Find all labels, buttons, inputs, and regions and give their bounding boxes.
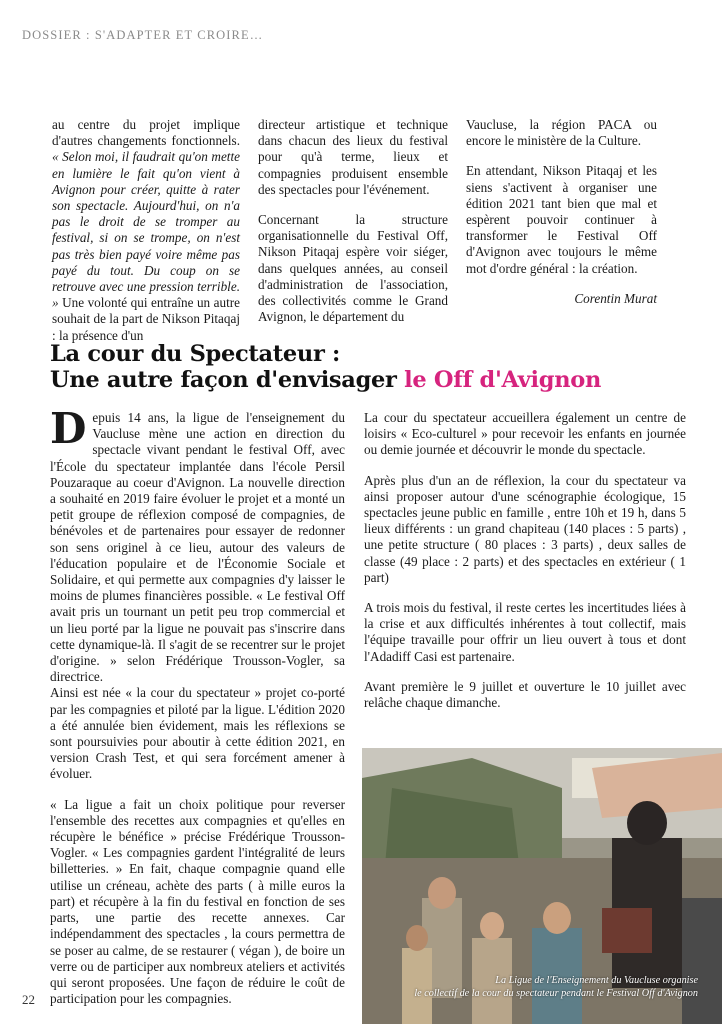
col3-paragraph-2: En attendant, Nikson Pitaqaj et les siens s'activent à organiser une édition 2021 tant bien que mal et espèrent pouvoir continuer à transformer le Festival Off d'Avignon avec toujours le même mot d'ordre général : la création.	[466, 163, 657, 276]
festival-photo	[362, 748, 722, 1024]
article-left-column	[50, 404, 345, 1021]
headline-line-2-pink: le Off d'Avignon	[404, 367, 602, 393]
running-head: DOSSIER : S'ADAPTER ET CROIRE…	[22, 28, 264, 42]
author-signature: Corentin Murat	[574, 290, 657, 306]
col1-text-a: au centre du projet implique d'autres changements fonctionnels.	[52, 117, 240, 149]
headline-line-1: La cour du Spectateur :	[50, 341, 341, 367]
col2-paragraph-1: directeur artistique et technique dans chacun des lieux du festival pour qu'à terme, lieux et compagnies produisent ensemble des spectacles pour l'événement.	[258, 117, 448, 197]
left-paragraph-1b-text: Ainsi est née « la cour du spectateur » projet co-porté par les compagnies et piloté par la ligue. L'édition 2020 a été annulée bien évidement, mais les réflexions se sont poursuivies pour aboutir à cette édition 2021, en version Crash Test, et qui sera forcément amener à évoluer.	[50, 685, 345, 782]
col3-paragraph-1: Vaucluse, la région PACA ou encore le ministère de la Culture.	[466, 117, 657, 149]
right-paragraph-1: La cour du spectateur accueillera également un centre de loisirs « Eco-culturel » pour recevoir les enfants en journée ou demie journée et découvrir le monde du spectacle.	[364, 410, 686, 458]
col1-text-b: Une volonté qui entraîne un autre souhait de la part de Nikson Pitaqaj : la présence d'un	[52, 295, 240, 343]
column-3	[466, 117, 657, 307]
drop-cap: D	[50, 404, 87, 453]
photo-caption-line-2: le collectif de la cour du spectateur pendant le Festival Off d'Avignon	[414, 987, 698, 999]
column-1-paragraph	[52, 117, 240, 344]
headline-line-2	[50, 367, 690, 393]
right-paragraph-3: A trois mois du festival, il reste certes les incertitudes liées à la crise et aux difficultés inhérentes à tout collectif, mais l'équipe travaille pour offrir un lieu ouvert à tous et dont l'Adadiff Casi est partenaire.	[364, 600, 686, 664]
headline-line-2-black: Une autre façon d'envisager	[50, 367, 405, 393]
article-end-columns	[52, 117, 657, 343]
column-2	[258, 117, 448, 339]
left-paragraph-1	[50, 404, 345, 783]
column-1	[52, 117, 240, 358]
page-number: 22	[22, 992, 35, 1007]
article-headline	[50, 341, 690, 393]
right-paragraph-2: Après plus d'un an de réflexion, la cour du spectateur va ainsi proposer autour d'une scénographie écologique, 15 spectacles jeune public en famille , entre 10h et 19 h, dans 5 lieux différents : un grand chapiteau (140 places : 5 parts) , une petite structure ( 80 places : 3 parts) , deux salles de classe (49 place : 2 parts) et des spectacles en extérieur ( 1 part)	[364, 472, 686, 585]
article-right-column	[364, 410, 686, 725]
col1-quote: « Selon moi, il faudrait qu'on mette en lumière le fait qu'on vient à Avignon pour créer, quitte à rater son spectacle. Aujourd'hui, on n'a pas le droit de se tromper au festival, si on se trompe, on n'est pas très bien payé voire même pas payé du tout. Du coup on se retrouve avec une pression terrible. »	[52, 149, 240, 311]
photo-caption	[398, 975, 698, 1000]
left-paragraph-2: « La ligue a fait un choix politique pour reverser l'ensemble des recettes aux compagnies et qu'elles en récupère le bénéfice » précise Frédérique Trousson-Vogler. « Les compagnies gardent l'intégralité de leurs billetteries. » En fait, chaque compagnie quand elle utilise un créneau, achète des parts ( à mille euros la part) et récupère à la fin du festival en fonction de ses parts, une partie des recette annexes. Car indépendamment des spectacles , la cours permettra de se poser au calme, de se restaurer ( végan ), de boire un verre ou de participer aux nombreux ateliers et activités qui seront proposées. Une façon de réduire le coût de participation pour les compagnies.	[50, 796, 345, 1007]
right-paragraph-4: Avant première le 9 juillet et ouverture le 10 juillet avec relâche chaque dimanche.	[364, 678, 686, 711]
left-paragraph-1-text: epuis 14 ans, la ligue de l'enseignement du Vaucluse mène une action en direction du spectacle vivant pendant le festival Off, avec l'École du spectateur implantée dans l'école Persil Pouzaraque au coeur d'Avignon. La nouvelle direction a souhaité en 2019 faire évoluer le projet et a monté un petit groupe de réflexion composé de compagnies, de bénévoles et de partenaires pour essayer de redonner son sens originel à ce lieu, autour des valeurs de l'éducation populaire et de l'Économie Sociale et Solidaire, et qui permette aux compagnies d'y laisser le moins de plumes financières possible. « Le festival Off avait pris un tournant un petit peu trop commercial et un lieu porté par la ligue ne pouvait pas s'inscrire dans cette dynamique-là. Il s'agit de se recentrer sur le projet d'origine. » selon Frédérique Trousson-Vogler, sa directrice.	[50, 410, 345, 685]
col2-paragraph-2: Concernant la structure organisationnelle du Festival Off, Nikson Pitaqaj espère voir siéger, dans quelques années, au conseil d'administration de l'association, des collectivités comme le Grand Avignon, le département du	[258, 212, 448, 325]
photo-caption-line-1: La Ligue de l'Enseignement du Vaucluse organise	[495, 975, 698, 986]
